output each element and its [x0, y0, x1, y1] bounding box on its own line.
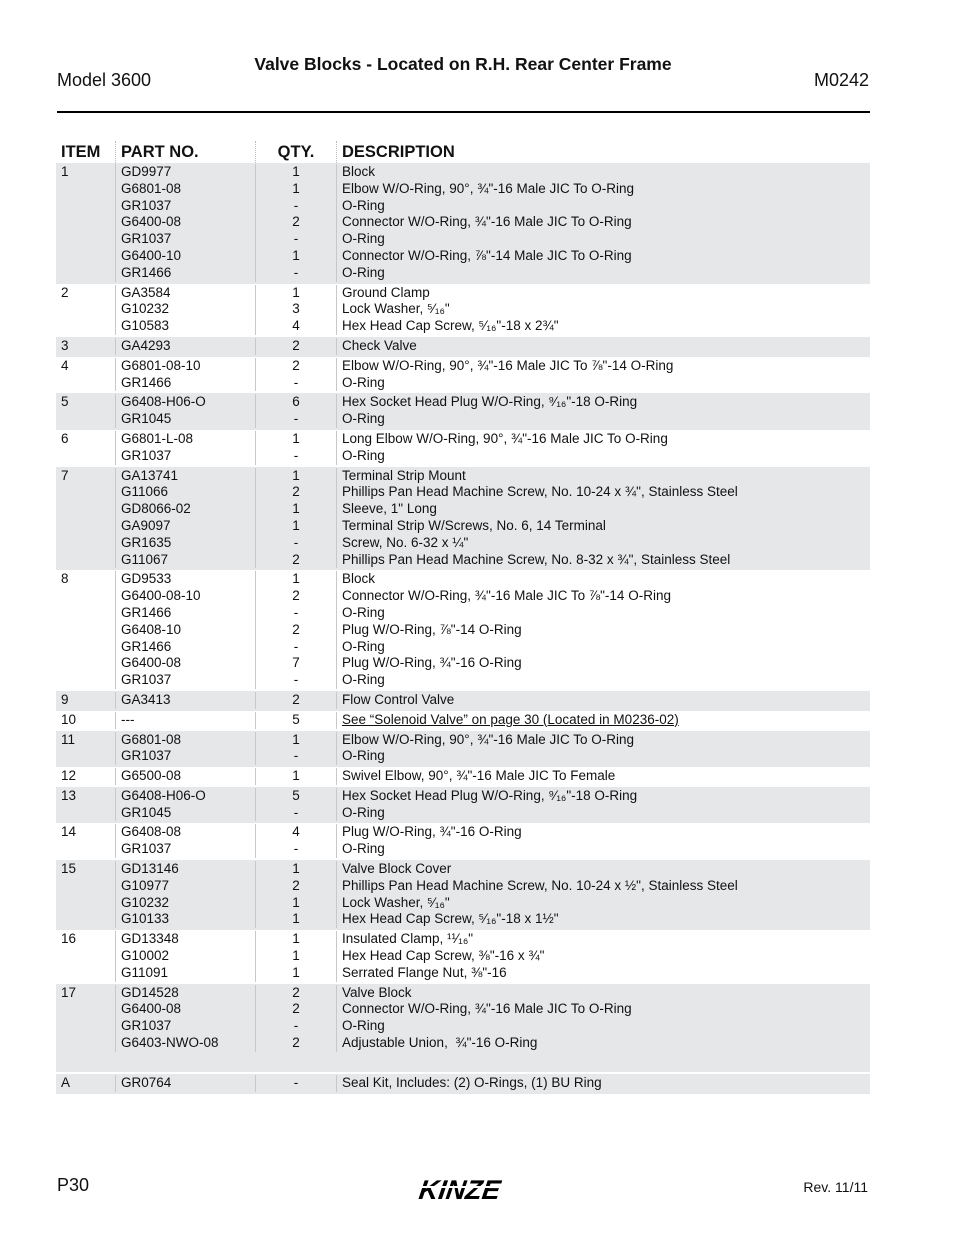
item-number: 9 [61, 691, 69, 707]
item-number: 16 [61, 931, 77, 947]
part-numbers: G6408-08 GR1037 [115, 824, 255, 858]
table-row [56, 731, 870, 768]
part-numbers: G6801-08-10 GR1466 [115, 358, 255, 392]
item-number: 3 [61, 337, 69, 353]
item-number: 4 [61, 357, 69, 373]
page-number: P30 [57, 1175, 90, 1195]
item-number: 5 [61, 394, 69, 410]
quantities: - [255, 1075, 336, 1092]
descriptions: Ground Clamp Lock Washer, ⁵⁄₁₆" Hex Head Cap Screw, ⁵⁄₁₆"-18 x 2¾" [336, 285, 870, 335]
table-body [56, 163, 870, 1094]
page-title: Valve Blocks - Located on R.H. Rear Center Frame [254, 54, 672, 74]
quantities: 1 1 1 [255, 931, 336, 981]
descriptions: Long Elbow W/O-Ring, 90°, ¾"-16 Male JIC To O-Ring O-Ring [336, 431, 870, 465]
table-row [56, 691, 870, 711]
model-label: Model 3600 [57, 70, 152, 90]
descriptions: Elbow W/O-Ring, 90°, ¾"-16 Male JIC To ⅞"-14 O-Ring O-Ring [336, 358, 870, 392]
part-numbers: GR0764 [115, 1075, 255, 1092]
part-numbers: GD9533 G6400-08-10 GR1466 G6408-10 GR1466 G6400-08 GR1037 [115, 571, 255, 689]
descriptions: Elbow W/O-Ring, 90°, ¾"-16 Male JIC To O-Ring O-Ring [336, 732, 870, 766]
item-number: 12 [61, 768, 77, 784]
table-row [56, 284, 870, 337]
descriptions: Block Connector W/O-Ring, ¾"-16 Male JIC To ⅞"-14 O-Ring O-Ring Plug W/O-Ring, ⅞"-14 O-Ring O-Ring Plug W/O-Ring, ¾"-16 O-Ring O-Ring [336, 571, 870, 689]
kinze-logo [400, 1174, 524, 1206]
table-row [56, 823, 870, 860]
table-row [56, 984, 870, 1054]
descriptions: Flow Control Valve [336, 692, 870, 709]
descriptions: Valve Block Cover Phillips Pan Head Machine Screw, No. 10-24 x ½", Stainless Steel Lock Washer, ⁵⁄₁₆" Hex Head Cap Screw, ⁵⁄₁₆"-18 x 1½" [336, 861, 870, 928]
quantities: 2 [255, 338, 336, 355]
part-numbers: GD13146 G10977 G10232 G10133 [115, 861, 255, 928]
descriptions: Hex Socket Head Plug W/O-Ring, ⁹⁄₁₆"-18 O-Ring O-Ring [336, 394, 870, 428]
quantities: 1 - [255, 732, 336, 766]
item-number: A [61, 1074, 71, 1090]
quantities: 5 [255, 712, 336, 729]
descriptions: Hex Socket Head Plug W/O-Ring, ⁹⁄₁₆"-18 O-Ring O-Ring [336, 788, 870, 822]
quantities: 1 [255, 768, 336, 785]
item-number: 14 [61, 824, 77, 840]
header-qty: QTY. [255, 141, 336, 163]
header-part-no: PART NO. [115, 141, 255, 163]
table-row [56, 1074, 870, 1094]
quantities: 1 2 1 1 - 2 [255, 468, 336, 569]
descriptions: Insulated Clamp, ¹¹⁄₁₆" Hex Head Cap Screw, ⅜"-16 x ¾" Serrated Flange Nut, ⅜"-16 [336, 931, 870, 981]
table-row [56, 767, 870, 787]
table-row [56, 860, 870, 930]
table-header [56, 141, 870, 163]
parts-table [56, 141, 870, 1094]
part-numbers: --- [115, 712, 255, 729]
item-number: 8 [61, 571, 69, 587]
quantities: 2 - [255, 358, 336, 392]
quantities: 5 - [255, 788, 336, 822]
quantities: 1 - [255, 431, 336, 465]
part-numbers: G6408-H06-O GR1045 [115, 788, 255, 822]
header-item: ITEM [61, 143, 101, 161]
header-divider [57, 111, 870, 113]
part-numbers: G6500-08 [115, 768, 255, 785]
quantities: 1 3 4 [255, 285, 336, 335]
table-row [56, 163, 870, 284]
item-number: 7 [61, 467, 69, 483]
quantities: 6 - [255, 394, 336, 428]
quantities: 1 1 - 2 - 1 - [255, 164, 336, 282]
spacer-row [56, 1054, 870, 1072]
item-number: 17 [61, 984, 77, 1000]
item-number: 11 [61, 731, 76, 747]
table-row [56, 357, 870, 394]
descriptions: Terminal Strip Mount Phillips Pan Head Machine Screw, No. 10-24 x ¾", Stainless Steel Sleeve, 1" Long Terminal Strip W/Screws, No. 6, 14 Terminal Screw, No. 6-32 x ¼" Phillips Pan Head Machine Screw, No. 8-32 x ¾", Stainless Steel [336, 468, 870, 569]
table-row [56, 930, 870, 983]
revision-label: Rev. 11/11 [803, 1179, 868, 1195]
item-number: 15 [61, 861, 77, 877]
item-number: 13 [61, 787, 77, 803]
quantities: 2 2 - 2 [255, 985, 336, 1052]
part-numbers: GD9977 G6801-08 GR1037 G6400-08 GR1037 G6400-10 GR1466 [115, 164, 255, 282]
descriptions: Valve Block Connector W/O-Ring, ¾"-16 Male JIC To O-Ring O-Ring Adjustable Union, ¾"-16 O-Ring [336, 985, 870, 1052]
svg-text:KINZE: KINZE [417, 1174, 503, 1205]
descriptions: Plug W/O-Ring, ¾"-16 O-Ring O-Ring [336, 824, 870, 858]
table-row [56, 787, 870, 824]
part-numbers: GA4293 [115, 338, 255, 355]
header-description: DESCRIPTION [336, 141, 870, 163]
part-numbers: G6408-H06-O GR1045 [115, 394, 255, 428]
part-numbers: G6801-08 GR1037 [115, 732, 255, 766]
table-row [56, 467, 870, 571]
descriptions[interactable]: See “Solenoid Valve” on page 30 (Located in M0236-02) [336, 712, 870, 729]
table-row [56, 393, 870, 430]
table-row [56, 430, 870, 467]
descriptions: Check Valve [336, 338, 870, 355]
quantities: 1 2 1 1 [255, 861, 336, 928]
manual-code: M0242 [813, 70, 869, 90]
part-numbers: GA3413 [115, 692, 255, 709]
part-numbers: GA13741 G11066 GD8066-02 GA9097 GR1635 G11067 [115, 468, 255, 569]
descriptions: Block Elbow W/O-Ring, 90°, ¾"-16 Male JIC To O-Ring O-Ring Connector W/O-Ring, ¾"-16 Male JIC To O-Ring O-Ring Connector W/O-Ring, ⅞"-14 Male JIC To O-Ring O-Ring [336, 164, 870, 282]
descriptions: Swivel Elbow, 90°, ¾"-16 Male JIC To Female [336, 768, 870, 785]
part-numbers: GD14528 G6400-08 GR1037 G6403-NWO-08 [115, 985, 255, 1052]
descriptions: Seal Kit, Includes: (2) O-Rings, (1) BU Ring [336, 1075, 870, 1092]
table-row [56, 337, 870, 357]
table-row [56, 711, 870, 731]
quantities: 2 [255, 692, 336, 709]
part-numbers: GA3584 G10232 G10583 [115, 285, 255, 335]
item-number: 1 [61, 164, 69, 179]
item-number: 6 [61, 430, 69, 446]
quantities: 4 - [255, 824, 336, 858]
part-numbers: GD13348 G10002 G11091 [115, 931, 255, 981]
quantities: 1 2 - 2 - 7 - [255, 571, 336, 689]
table-row [56, 570, 870, 691]
item-number: 2 [61, 284, 69, 300]
item-number: 10 [61, 711, 77, 727]
part-numbers: G6801-L-08 GR1037 [115, 431, 255, 465]
